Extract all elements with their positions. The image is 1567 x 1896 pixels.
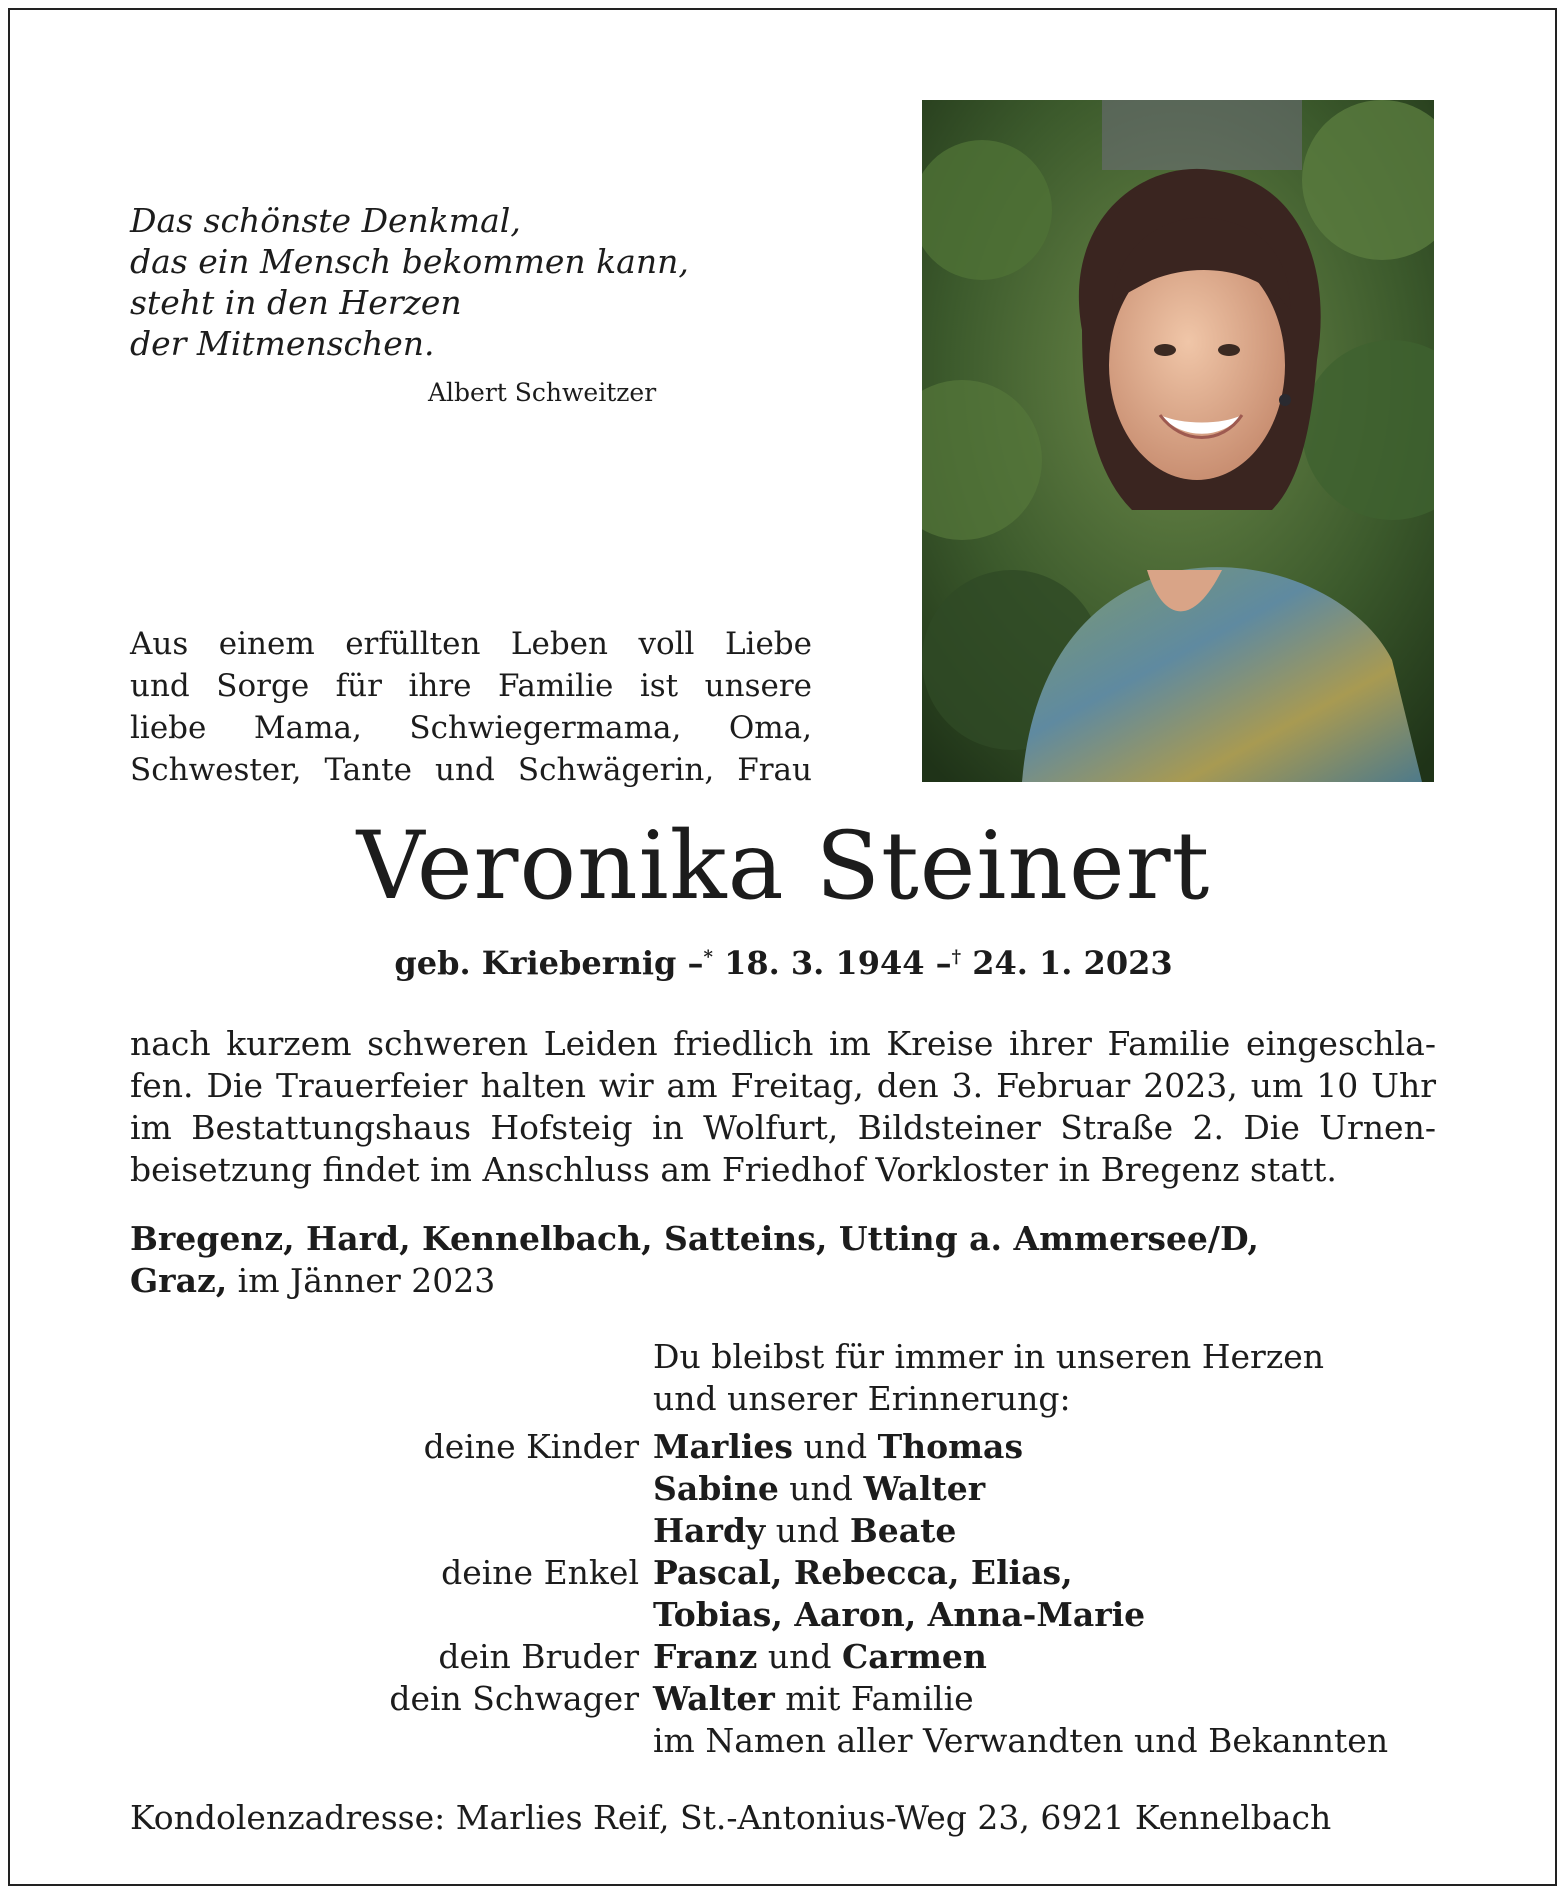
details-line: beisetzung findet im Anschluss am Friedhof Vorkloster in Bregenz statt.: [130, 1150, 1337, 1189]
place-date: im Jänner 2023: [227, 1261, 496, 1300]
quote-line: der Mitmenschen.: [130, 324, 435, 363]
mourner-name: Sabine: [653, 1469, 779, 1508]
mourner-name: Beate: [849, 1511, 957, 1550]
death-date: 24. 1. 2023: [972, 944, 1173, 982]
mourner-row: [0, 1594, 1567, 1636]
death-symbol: †: [951, 946, 962, 968]
mourner-name: Pascal, Rebecca, Elias,: [653, 1553, 1073, 1592]
mourner-name: Marlies: [653, 1427, 793, 1466]
mourner-role: deine Enkel: [441, 1553, 639, 1592]
quote-line: das ein Mensch bekommen kann,: [130, 242, 689, 281]
mourner-name: Carmen: [841, 1637, 987, 1676]
mourner-name: Thomas: [877, 1427, 1024, 1466]
intro-paragraph: [130, 623, 812, 791]
condolence-address: Kondolenzadresse: Marlies Reif, St.-Antonius-Weg 23, 6921 Kennelbach: [130, 1798, 1332, 1837]
mourner-names: [653, 1594, 1145, 1636]
mourner-name: Franz: [653, 1637, 758, 1676]
mourner-row: [0, 1636, 1567, 1678]
farewell-text: [653, 1336, 1324, 1420]
mourner-name: Hardy: [653, 1511, 766, 1550]
dash-separator: –: [935, 944, 952, 982]
farewell-line: und unserer Erinnerung:: [653, 1379, 1071, 1418]
birth-date: 18. 3. 1944: [724, 944, 925, 982]
funeral-details: [130, 1023, 1436, 1191]
mourner-connector: im Namen aller Verwandten und Bekannten: [653, 1721, 1389, 1760]
portrait-photo: [922, 100, 1434, 782]
mourner-names: [653, 1426, 1023, 1468]
mourner-role: deine Kinder: [423, 1427, 639, 1466]
mourner-connector: und: [757, 1637, 842, 1676]
places-and-date: [130, 1218, 1259, 1302]
birth-symbol: *: [703, 946, 713, 968]
mourner-row: [0, 1468, 1567, 1510]
details-line: im Bestattungshaus Hofsteig in Wolfurt, Bildsteiner Straße 2. Die Urnen-: [130, 1108, 1436, 1147]
intro-line: Schwester, Tante und Schwägerin, Frau: [130, 752, 812, 788]
mourner-name: Walter: [863, 1469, 986, 1508]
mourner-row: [0, 1678, 1567, 1720]
mourner-names: [653, 1636, 987, 1678]
mourner-names: [653, 1678, 974, 1720]
intro-line: und Sorge für ihre Familie ist unsere: [130, 668, 812, 704]
mourners-list: [0, 1426, 1567, 1762]
quote-author: Albert Schweitzer: [428, 378, 657, 407]
mourner-row: [0, 1720, 1567, 1762]
mourner-row: [0, 1552, 1567, 1594]
mourner-names: [653, 1510, 956, 1552]
deceased-name: Veronika Steinert: [356, 812, 1211, 921]
details-line: fen. Die Trauerfeier halten wir am Freitag, den 3. Februar 2023, um 10 Uhr: [130, 1066, 1436, 1105]
birth-name: geb. Kriebernig: [394, 944, 677, 982]
mourner-names: [653, 1468, 985, 1510]
mourner-row: [0, 1426, 1567, 1468]
memorial-quote: [130, 200, 690, 364]
details-line: nach kurzem schweren Leiden friedlich im Kreise ihrer Familie eingeschla-: [130, 1024, 1436, 1063]
intro-line: Aus einem erfüllten Leben voll Liebe: [130, 626, 812, 662]
mourner-connector: und: [792, 1427, 878, 1466]
mourner-names: [653, 1720, 1388, 1762]
life-dates: [0, 944, 1567, 982]
mourner-names: [653, 1552, 1073, 1594]
mourner-name: Tobias, Aaron, Anna-Marie: [653, 1595, 1146, 1634]
dash-separator: –: [687, 944, 704, 982]
mourner-row: [0, 1510, 1567, 1552]
mourner-role: dein Schwager: [389, 1679, 639, 1718]
mourner-name: Walter: [653, 1679, 775, 1718]
quote-line: Das schönste Denkmal,: [130, 201, 521, 240]
mourner-role: dein Bruder: [438, 1637, 639, 1676]
places-list-end: Graz,: [130, 1261, 228, 1300]
mourner-connector: mit Familie: [774, 1679, 974, 1718]
quote-line: steht in den Herzen: [130, 283, 462, 322]
intro-line: liebe Mama, Schwiegermama, Oma,: [130, 710, 812, 746]
farewell-line: Du bleibst für immer in unseren Herzen: [653, 1337, 1325, 1376]
places-list: Bregenz, Hard, Kennelbach, Satteins, Utting a. Ammersee/D,: [130, 1219, 1259, 1258]
mourner-connector: und: [778, 1469, 864, 1508]
mourner-connector: und: [765, 1511, 850, 1550]
